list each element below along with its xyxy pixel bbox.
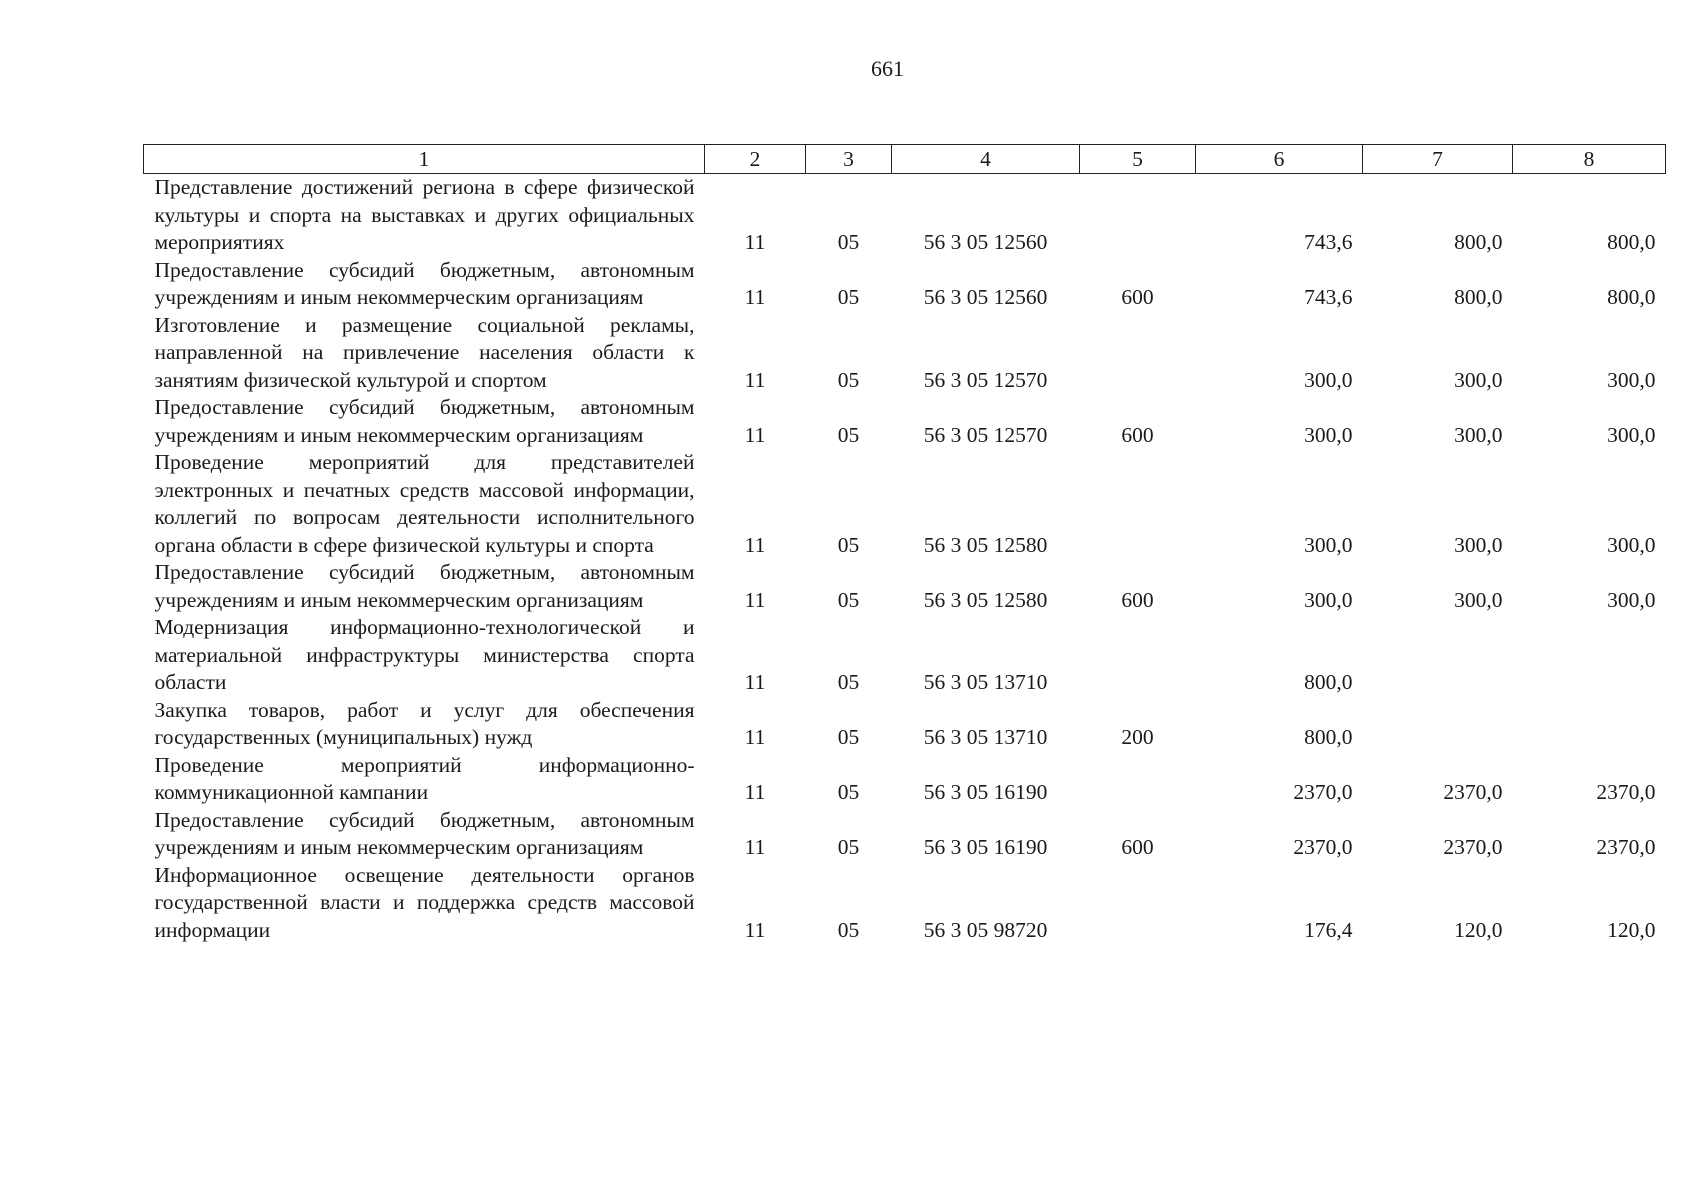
amount-year-2: 800,0 [1454,230,1503,254]
row-description: Изготовление и размещение социальной рекламы, направленной на привлечение населения области к занятиям физической культурой и спортом [154,312,695,392]
row-description: Предоставление субсидий бюджетным, автономным учреждениям и иным некоммерческим организациям [154,560,695,612]
target-article-code: 56 3 05 16190 [923,835,1048,859]
amount-year-3: 300,0 [1607,367,1656,392]
header-col-2: 2 [705,145,806,174]
target-article-code: 56 3 05 16190 [923,780,1048,804]
target-article-code: 56 3 05 13710 [923,670,1048,694]
amount-year-1: 800,0 [1304,670,1353,694]
amount-year-2: 2370,0 [1443,835,1503,859]
table-row [144,862,1666,945]
header-col-3: 3 [806,145,892,174]
header-col-7: 7 [1363,145,1513,174]
section-code: 11 [744,587,766,612]
subsection-code: 05 [837,367,860,392]
row-description: Информационное освещение деятельности органов государственной власти и поддержка средств массовой информации [154,862,695,942]
expense-type-code [1080,862,1196,945]
subsection-code: 05 [837,725,860,749]
amount-year-1: 300,0 [1304,532,1353,557]
amount-year-1: 2370,0 [1293,835,1353,859]
section-code: 11 [744,670,766,694]
table-row [144,807,1666,862]
row-description: Закупка товаров, работ и услуг для обеспечения государственных (муниципальных) нужд [154,697,695,749]
table-row [144,614,1666,697]
expense-type-code: 600 [1121,835,1154,859]
amount-year-1: 800,0 [1304,725,1353,749]
amount-year-2: 2370,0 [1443,780,1503,804]
table-row [144,174,1666,257]
subsection-code: 05 [837,835,860,859]
amount-year-3: 800,0 [1607,230,1656,254]
amount-year-2: 800,0 [1454,285,1503,309]
row-description: Модернизация информационно-технологической и материальной инфраструктуры министерства спорта области [154,615,695,694]
amount-year-2 [1363,614,1513,697]
row-description: Проведение мероприятий для представителей электронных и печатных средств массовой информации, коллегий по вопросам деятельности исполнительного органа области в сфере физической культуры и спорта [154,450,695,557]
table-row [144,559,1666,614]
target-article-code: 56 3 05 12570 [923,367,1048,392]
subsection-code: 05 [837,422,860,447]
expense-type-code: 600 [1121,422,1154,447]
amount-year-3 [1513,614,1666,697]
header-col-4: 4 [892,145,1080,174]
table-row [144,752,1666,807]
section-code: 11 [744,230,766,254]
expense-type-code [1080,312,1196,395]
expense-type-code [1080,174,1196,257]
row-description: Предоставление субсидий бюджетным, автономным учреждениям и иным некоммерческим организациям [154,395,695,447]
amount-year-3 [1513,697,1666,752]
target-article-code: 56 3 05 12570 [923,422,1048,447]
amount-year-2: 120,0 [1454,917,1503,942]
subsection-code: 05 [837,230,860,254]
section-code: 11 [744,780,766,804]
section-code: 11 [744,422,766,447]
target-article-code: 56 3 05 98720 [923,917,1048,942]
amount-year-2: 300,0 [1454,587,1503,612]
amount-year-2: 300,0 [1454,367,1503,392]
amount-year-1: 300,0 [1304,367,1353,392]
header-col-8: 8 [1513,145,1666,174]
subsection-code: 05 [837,587,860,612]
amount-year-1: 300,0 [1304,587,1353,612]
page-number: 661 [871,56,904,81]
subsection-code: 05 [837,780,860,804]
target-article-code: 56 3 05 12560 [923,230,1048,254]
amount-year-1: 176,4 [1304,917,1353,942]
subsection-code: 05 [837,532,860,557]
expense-type-code: 200 [1121,725,1154,749]
table-body [144,174,1666,945]
amount-year-3: 2370,0 [1596,835,1656,859]
section-code: 11 [744,835,766,859]
table-row [144,312,1666,395]
expense-type-code [1080,449,1196,559]
amount-year-2 [1363,697,1513,752]
header-col-6: 6 [1196,145,1363,174]
amount-year-3: 800,0 [1607,285,1656,309]
expense-type-code [1080,614,1196,697]
table-row [144,697,1666,752]
table-row [144,257,1666,312]
amount-year-3: 300,0 [1607,422,1656,447]
amount-year-2: 300,0 [1454,422,1503,447]
target-article-code: 56 3 05 13710 [923,725,1048,749]
budget-table [143,144,1666,944]
amount-year-3: 2370,0 [1596,780,1656,804]
section-code: 11 [744,367,766,392]
amount-year-3: 120,0 [1607,917,1656,942]
section-code: 11 [744,725,766,749]
section-code: 11 [744,285,766,309]
subsection-code: 05 [837,670,860,694]
expense-type-code: 600 [1121,587,1154,612]
amount-year-1: 2370,0 [1293,780,1353,804]
amount-year-1: 743,6 [1304,285,1353,309]
amount-year-1: 300,0 [1304,422,1353,447]
table-row [144,449,1666,559]
expense-type-code: 600 [1121,285,1154,309]
row-description: Проведение мероприятий информационно-коммуникационной кампании [154,752,695,804]
subsection-code: 05 [837,285,860,309]
row-description: Представление достижений региона в сфере физической культуры и спорта на выставках и других официальных мероприятиях [154,175,695,254]
target-article-code: 56 3 05 12580 [923,532,1048,557]
amount-year-3: 300,0 [1607,532,1656,557]
expense-type-code [1080,752,1196,807]
budget-table-container [143,144,1665,944]
table-row [144,394,1666,449]
target-article-code: 56 3 05 12580 [923,587,1048,612]
row-description: Предоставление субсидий бюджетным, автономным учреждениям и иным некоммерческим организациям [154,807,695,859]
amount-year-3: 300,0 [1607,587,1656,612]
subsection-code: 05 [837,917,860,942]
amount-year-1: 743,6 [1304,230,1353,254]
table-header-row [144,145,1666,174]
row-description: Предоставление субсидий бюджетным, автономным учреждениям и иным некоммерческим организациям [154,257,695,309]
section-code: 11 [744,917,766,942]
section-code: 11 [744,532,766,557]
header-col-1: 1 [144,145,705,174]
amount-year-2: 300,0 [1454,532,1503,557]
header-col-5: 5 [1080,145,1196,174]
target-article-code: 56 3 05 12560 [923,285,1048,309]
